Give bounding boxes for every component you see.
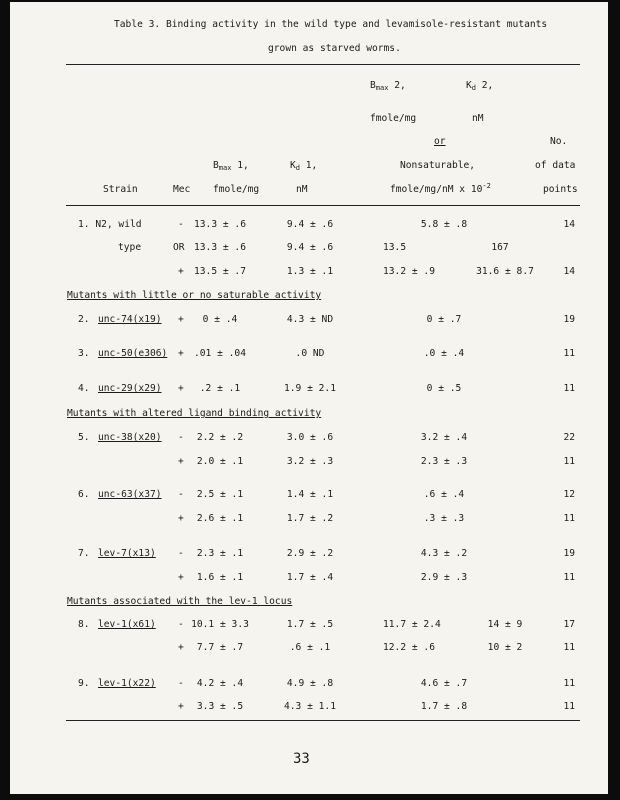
mec-cell: + [178, 513, 184, 524]
header-kd2: $K_d$ 2, [466, 80, 494, 92]
mec-cell: + [178, 701, 184, 712]
strain-name: unc-74(x19) [98, 314, 162, 325]
mec-cell: + [178, 642, 184, 653]
data-points-cell: 11 [563, 678, 575, 689]
kd1-cell: 4.9 ± .8 [286, 678, 334, 689]
bmax1-cell: 13.3 ± .6 [194, 242, 246, 253]
bmax1-cell: 13.3 ± .6 [194, 219, 246, 230]
nonsaturable-cell: 4.3 ± .2 [420, 548, 468, 559]
header-or: or [434, 136, 446, 147]
strain-name: lev-1(x22) [98, 678, 156, 689]
header-strain: Strain [103, 184, 138, 195]
section-heading: Mutants with little or no saturable activity [67, 290, 322, 301]
kd1-cell: 1.7 ± .4 [286, 572, 334, 583]
data-points-cell: 11 [563, 572, 575, 583]
mec-cell: - [178, 619, 184, 630]
page-number: 33 [293, 751, 310, 767]
bmax1-cell: 1.6 ± .1 [196, 572, 244, 583]
strain-cell: type [118, 242, 142, 253]
kd1-cell: 4.3 ± ND [286, 314, 334, 325]
data-points-cell: 12 [563, 489, 575, 500]
kd1-cell: 3.2 ± .3 [286, 456, 334, 467]
data-points-cell: 11 [563, 383, 575, 394]
bmax1-cell: 2.5 ± .1 [196, 489, 244, 500]
data-points-cell: 11 [563, 642, 575, 653]
kd1-cell: 4.3 ± 1.1 [284, 701, 336, 712]
bmax1-cell: .2 ± .1 [199, 383, 241, 394]
mec-cell: - [178, 678, 184, 689]
kd1-cell: .0 ND [295, 348, 325, 359]
bmax1-cell: 2.6 ± .1 [196, 513, 244, 524]
strain-cell: 1. N2, wild [78, 219, 142, 230]
table-caption-line2: grown as starved worms. [268, 43, 401, 54]
header-mec: Mec [173, 184, 191, 195]
mec-cell: + [178, 266, 184, 277]
kd1-cell: 1.9 ± 2.1 [284, 383, 336, 394]
header-kd1: $K_d$ 1, [290, 160, 318, 172]
strain-number: 2. [78, 314, 90, 325]
header-bmax2: $B_{max}$ 2, [370, 80, 406, 92]
table-caption-line1: Table 3. Binding activity in the wild type and levamisole-resistant mutants [114, 19, 548, 30]
strain-name: unc-50(e306) [98, 348, 168, 359]
strain-name: lev-7(x13) [98, 548, 156, 559]
strain-name: unc-63(x37) [98, 489, 162, 500]
bmax2-cell: 11.7 ± 2.4 [383, 619, 441, 630]
header-fmole-mg-nm: fmole/mg/nM x $10^{-2}$ [390, 182, 491, 195]
nonsaturable-cell: .0 ± .4 [423, 348, 465, 359]
kd2-cell: 10 ± 2 [487, 642, 523, 653]
header-points: points [543, 184, 578, 195]
strain-name: unc-38(x20) [98, 432, 162, 443]
header-no: No. [550, 136, 568, 147]
mec-cell: - [178, 432, 184, 443]
nonsaturable-cell: .6 ± .4 [423, 489, 465, 500]
nonsaturable-cell: 1.7 ± .8 [420, 701, 468, 712]
nonsaturable-cell: 5.8 ± .8 [420, 219, 468, 230]
nonsaturable-cell: 2.9 ± .3 [420, 572, 468, 583]
strain-number: 3. [78, 348, 90, 359]
bmax1-cell: 2.0 ± .1 [196, 456, 244, 467]
header-rule [66, 205, 580, 206]
nonsaturable-cell: 4.6 ± .7 [420, 678, 468, 689]
kd2-cell: 14 ± 9 [487, 619, 523, 630]
bmax2-cell: 12.2 ± .6 [383, 642, 435, 653]
kd1-cell: 2.9 ± .2 [286, 548, 334, 559]
strain-number: 8. [78, 619, 90, 630]
section-heading: Mutants with altered ligand binding activity [67, 408, 322, 419]
kd2-cell: 167 [491, 242, 509, 253]
strain-number: 5. [78, 432, 90, 443]
strain-number: 9. [78, 678, 90, 689]
bmax1-cell: 0 ± .4 [202, 314, 238, 325]
header-nm-2: nM [472, 113, 484, 124]
mec-cell: + [178, 456, 184, 467]
mec-cell: + [178, 348, 184, 359]
mec-cell: + [178, 572, 184, 583]
mec-cell: - [178, 548, 184, 559]
kd1-cell: 1.3 ± .1 [286, 266, 334, 277]
nonsaturable-cell: 2.3 ± .3 [420, 456, 468, 467]
data-points-cell: 11 [563, 348, 575, 359]
bmax1-cell: 2.2 ± .2 [196, 432, 244, 443]
bmax1-cell: 10.1 ± 3.3 [191, 619, 249, 630]
kd1-cell: 9.4 ± .6 [286, 219, 334, 230]
kd1-cell: .6 ± .1 [289, 642, 331, 653]
section-heading: Mutants associated with the lev-1 locus [67, 596, 293, 607]
kd1-cell: 9.4 ± .6 [286, 242, 334, 253]
strain-name: unc-29(x29) [98, 383, 162, 394]
kd1-cell: 1.7 ± .2 [286, 513, 334, 524]
mec-cell: OR [173, 242, 185, 253]
data-points-cell: 17 [563, 619, 575, 630]
bmax2-cell: 13.5 [383, 242, 407, 253]
data-points-cell: 11 [563, 513, 575, 524]
top-rule [66, 64, 580, 65]
kd2-cell: 31.6 ± 8.7 [476, 266, 534, 277]
header-bmax1: $B_{max}$ 1, [213, 160, 249, 172]
bmax1-cell: 2.3 ± .1 [196, 548, 244, 559]
nonsaturable-cell: 3.2 ± .4 [420, 432, 468, 443]
mec-cell: - [178, 489, 184, 500]
header-fmole-mg-2: fmole/mg [370, 113, 417, 124]
data-points-cell: 14 [563, 266, 575, 277]
document-page [10, 2, 608, 794]
bottom-rule [66, 720, 580, 721]
strain-name: lev-1(x61) [98, 619, 156, 630]
header-nonsaturable: Nonsaturable, [400, 160, 476, 171]
strain-number: 7. [78, 548, 90, 559]
header-fmole-mg-1: fmole/mg [213, 184, 260, 195]
kd1-cell: 1.4 ± .1 [286, 489, 334, 500]
data-points-cell: 11 [563, 701, 575, 712]
header-nm-1: nM [296, 184, 308, 195]
mec-cell: + [178, 314, 184, 325]
nonsaturable-cell: 0 ± .7 [426, 314, 462, 325]
bmax1-cell: .01 ± .04 [194, 348, 246, 359]
data-points-cell: 11 [563, 456, 575, 467]
data-points-cell: 14 [563, 219, 575, 230]
mec-cell: - [178, 219, 184, 230]
header-of-data: of data [535, 160, 576, 171]
bmax1-cell: 7.7 ± .7 [196, 642, 244, 653]
data-points-cell: 19 [563, 548, 575, 559]
bmax1-cell: 4.2 ± .4 [196, 678, 244, 689]
bmax1-cell: 13.5 ± .7 [194, 266, 246, 277]
data-points-cell: 19 [563, 314, 575, 325]
mec-cell: + [178, 383, 184, 394]
strain-number: 6. [78, 489, 90, 500]
strain-number: 4. [78, 383, 90, 394]
data-points-cell: 22 [563, 432, 575, 443]
bmax2-cell: 13.2 ± .9 [383, 266, 435, 277]
nonsaturable-cell: 0 ± .5 [426, 383, 462, 394]
nonsaturable-cell: .3 ± .3 [423, 513, 465, 524]
kd1-cell: 3.0 ± .6 [286, 432, 334, 443]
kd1-cell: 1.7 ± .5 [286, 619, 334, 630]
bmax1-cell: 3.3 ± .5 [196, 701, 244, 712]
